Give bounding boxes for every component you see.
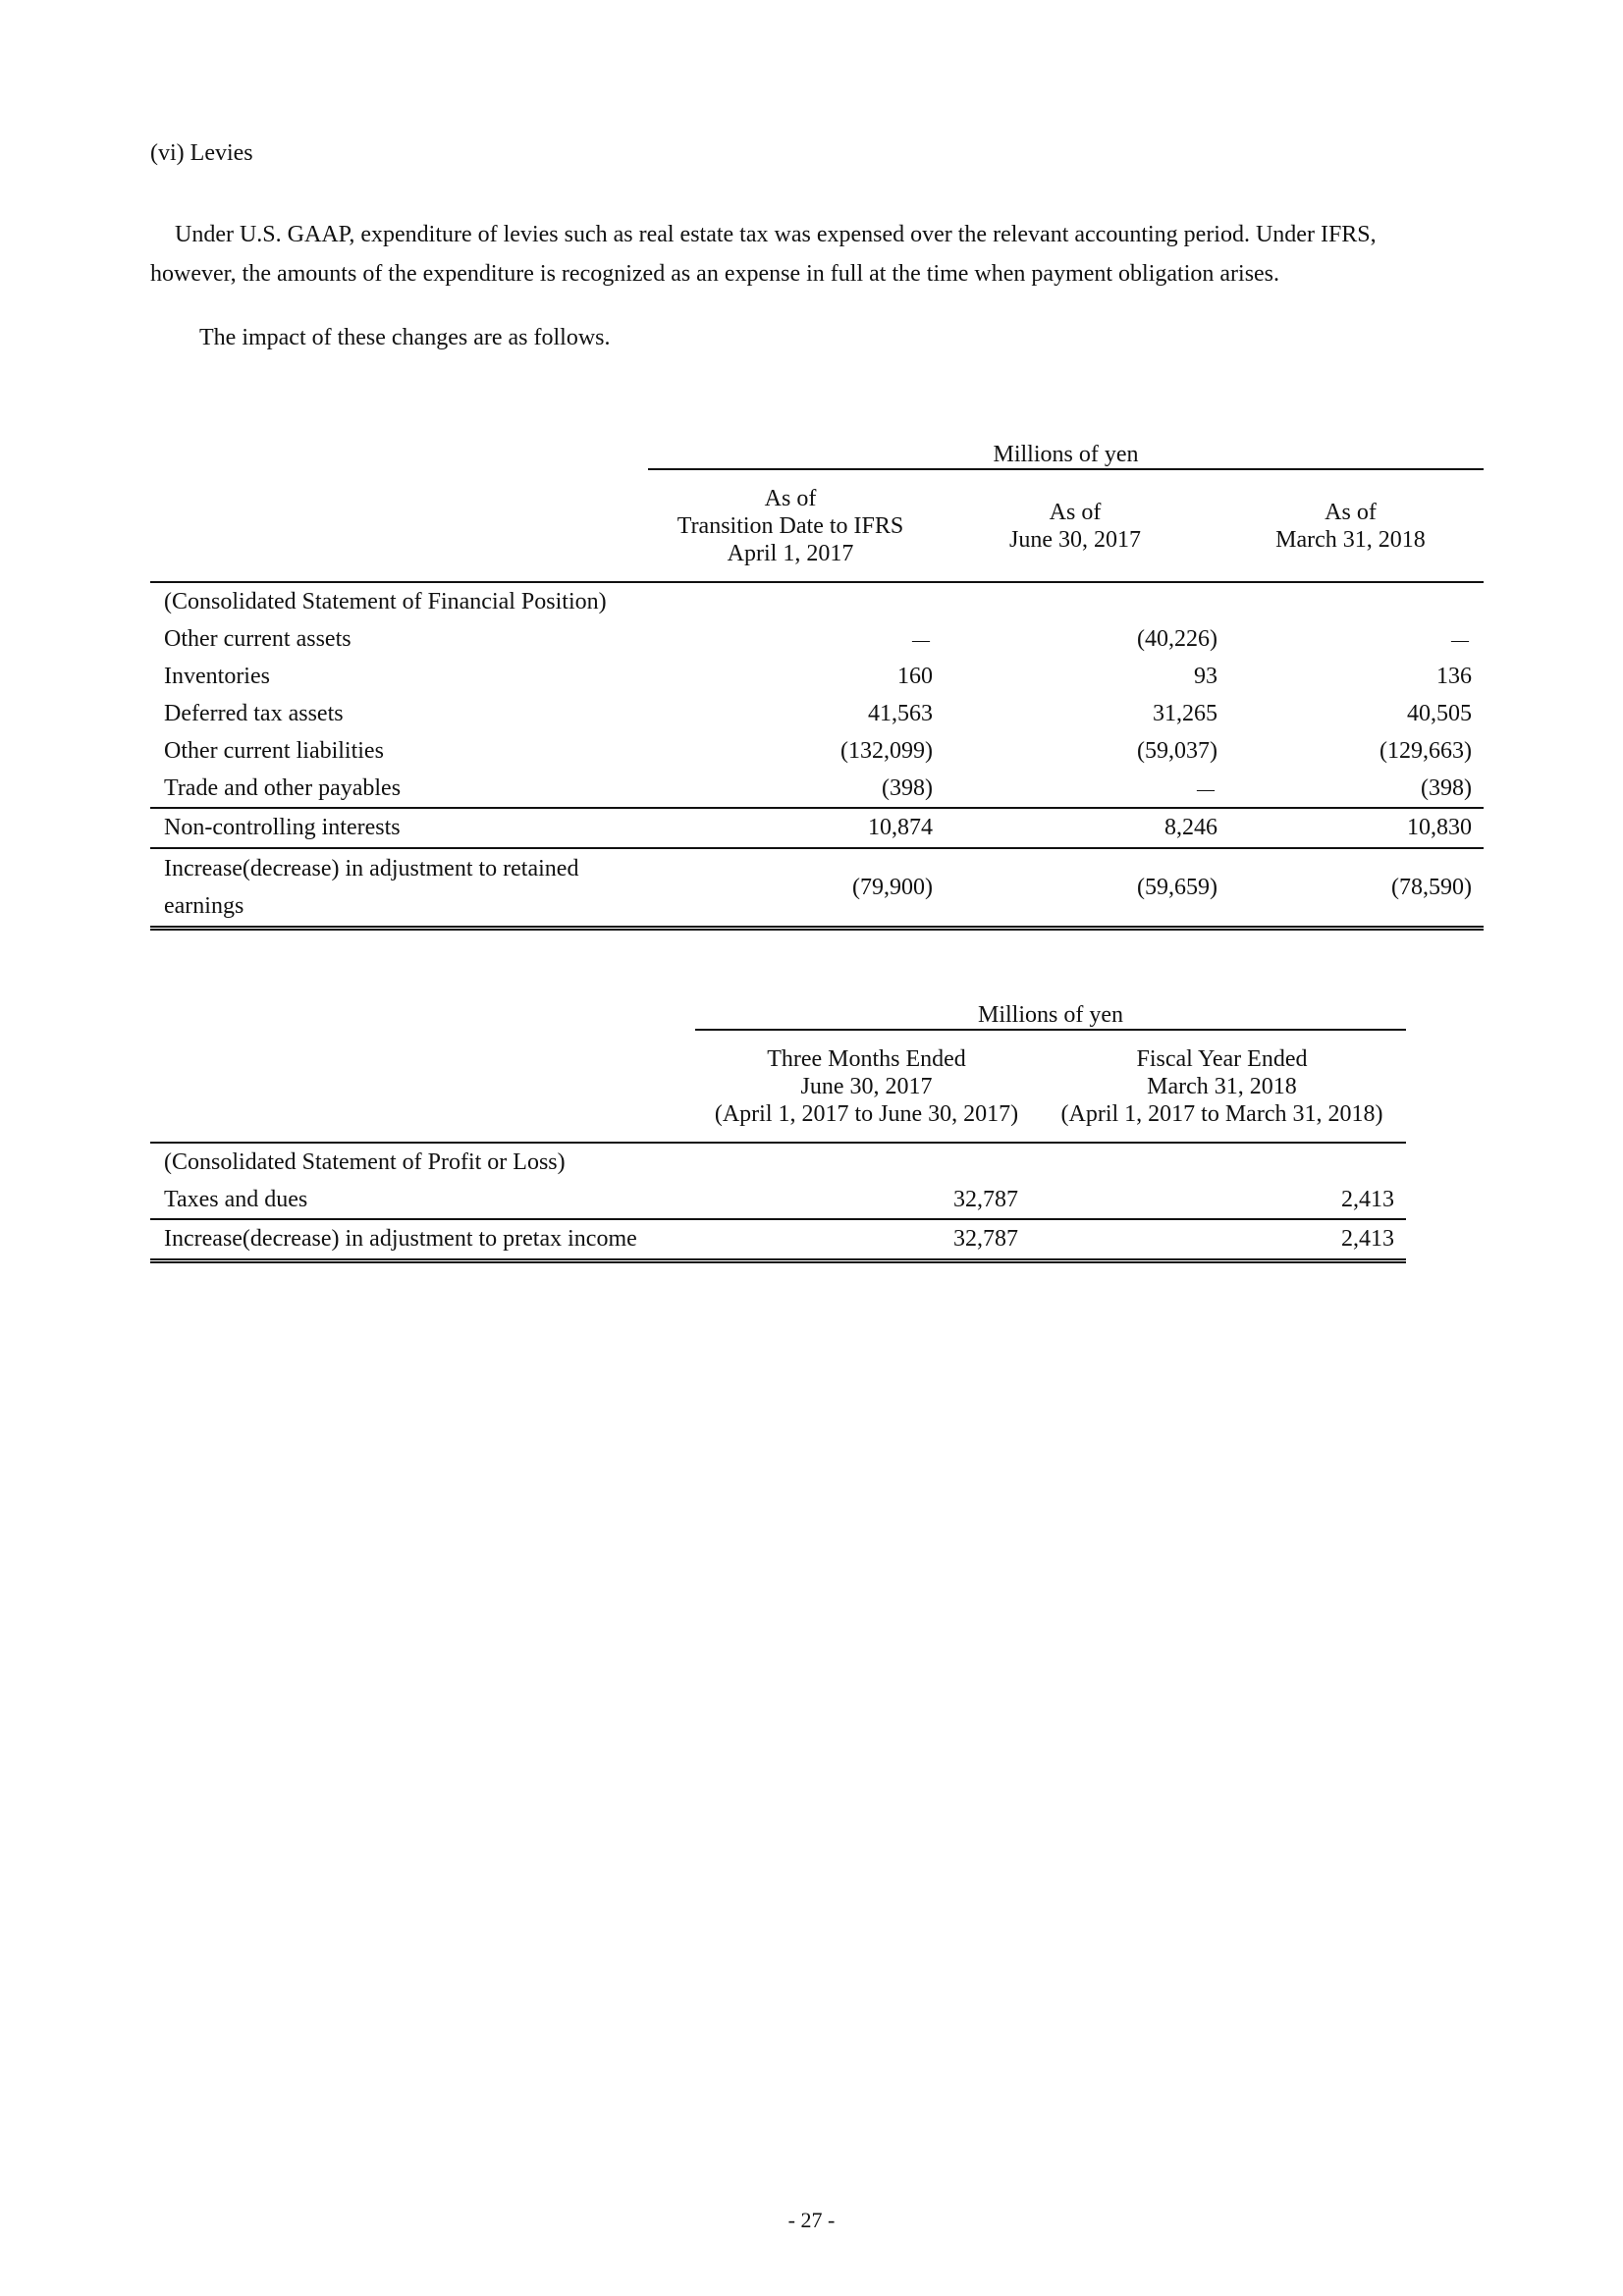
table-row: Trade and other payables (398) － (398) <box>150 770 1484 808</box>
unit-label: Millions of yen <box>648 439 1484 469</box>
table-row: Deferred tax assets 41,563 31,265 40,505 <box>164 700 1472 726</box>
paragraph-impact: The impact of these changes are as follows. <box>199 325 611 350</box>
column-header-june-2017: As of June 30, 2017 <box>933 469 1217 582</box>
profit-or-loss-table <box>150 999 1406 1263</box>
column-header-fiscal-year: Fiscal Year Ended March 31, 2018 (April 1, 2017 to March 31, 2018) <box>1038 1030 1406 1143</box>
section-title: (vi) Levies <box>150 140 253 166</box>
table-row: Non-controlling interests 10,874 8,246 10,830 <box>150 808 1484 848</box>
page-number: - 27 - <box>787 2208 836 2232</box>
table-row: Other current assets － (40,226) － <box>164 625 1472 656</box>
financial-position-table <box>150 439 1484 931</box>
table-row: Other current liabilities (132,099) (59,037) (129,663) <box>164 737 1472 764</box>
total-row: Increase(decrease) in adjustment to pretax income 32,787 2,413 <box>150 1219 1406 1261</box>
section-label: (Consolidated Statement of Financial Position) <box>164 588 607 614</box>
table-row: Taxes and dues 32,787 2,413 <box>150 1181 1406 1219</box>
total-row: Increase(decrease) in adjustment to retained earnings (79,900) (59,659) (78,590) <box>150 848 1484 929</box>
column-header-three-months: Three Months Ended June 30, 2017 (April 1, 2017 to June 30, 2017) <box>695 1030 1038 1143</box>
section-label: (Consolidated Statement of Profit or Loss) <box>164 1148 566 1175</box>
paragraph-gaap-ifrs: Under U.S. GAAP, expenditure of levies such as real estate tax was expensed over the relevant accounting period. Under IFRS, however, the amounts of the expenditure is recognized as an expense in full at the time when payment obligation arises. <box>150 222 1377 287</box>
column-header-transition-date: As of Transition Date to IFRS April 1, 2017 <box>648 469 933 582</box>
unit-label: Millions of yen <box>695 999 1406 1030</box>
column-header-march-2018: As of March 31, 2018 <box>1217 469 1484 582</box>
table-row: Inventories 160 93 136 <box>164 663 1472 689</box>
